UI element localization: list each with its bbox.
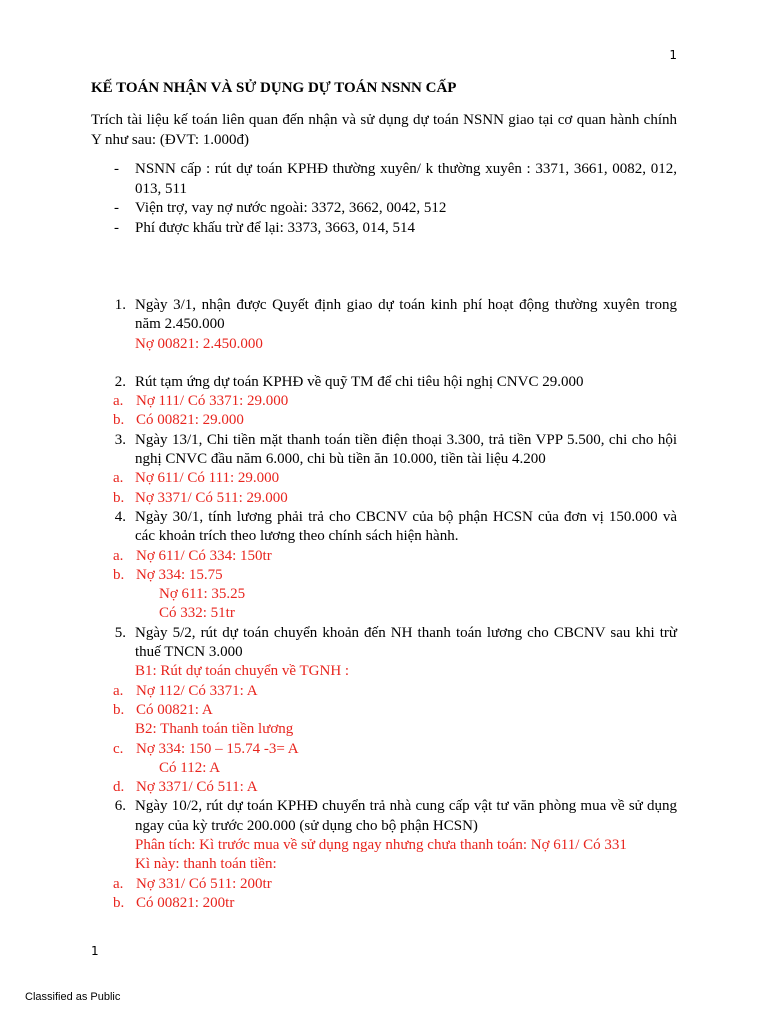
- transaction-list: [91, 296, 677, 913]
- item-text: Ngày 13/1, Chi tiền mặt thanh toán tiền điện thoại 3.300, trả tiền VPP 5.500, chi cho hội nghị CNVC đầu năm 6.000, chi bù tiền ăn 10.000, tiền tài liệu 4.200: [135, 431, 677, 468]
- entry-text: Nợ 334: 150 – 15.74 -3= A: [136, 740, 299, 757]
- item-text: Ngày 10/2, rút dự toán KPHĐ chuyển trả nhà cung cấp vật tư văn phòng mua về sử dụng ngay của kỳ trước 200.000 (sử dụng cho bộ phận HCSN): [135, 798, 677, 834]
- journal-entry: [91, 547, 677, 566]
- entry-text: Nợ 611/ Có 111: 29.000: [135, 470, 280, 487]
- intro-paragraph: Trích tài liệu kế toán liên quan đến nhận và sử dụng dự toán NSNN giao tại cơ quan hành chính Y như sau: (ĐVT: 1.000đ): [91, 112, 677, 148]
- entry-marker: a.: [113, 547, 124, 564]
- item-text: Rút tạm ứng dự toán KPHĐ về quỹ TM để chi tiêu hội nghị CNVC 29.000: [135, 373, 584, 390]
- journal-entry: [91, 740, 677, 759]
- entry-marker: b.: [113, 701, 125, 718]
- entry-text: Có 00821: 29.000: [136, 412, 244, 429]
- entry-marker: a.: [113, 393, 124, 410]
- journal-entry: [91, 489, 677, 508]
- entry-text: Nợ 112/ Có 3371: A: [136, 682, 258, 699]
- journal-entry: [91, 894, 677, 913]
- journal-entry: [91, 682, 677, 701]
- journal-entry: [91, 875, 677, 894]
- entry-marker: b.: [113, 566, 125, 583]
- entry-text: Nợ 3371/ Có 511: A: [136, 779, 258, 796]
- document-title: KẾ TOÁN NHẬN VÀ SỬ DỤNG DỰ TOÁN NSNN CẤP: [91, 80, 457, 96]
- list-item-text: Viện trợ, vay nợ nước ngoài: 3372, 3662, 0042, 512: [135, 200, 447, 216]
- transaction-2: [91, 373, 677, 392]
- list-item-text: NSNN cấp : rút dự toán KPHĐ thường xuyên/ k thường xuyên : 3371, 3661, 0082, 012, 013, 511: [135, 161, 677, 197]
- item-number: 6.: [114, 798, 126, 815]
- item-text: Ngày 30/1, tính lương phải trả cho CBCNV của bộ phận HCSN của đơn vị 150.000 và các khoản trích theo lương theo chính sách hiện hành.: [135, 508, 677, 545]
- list-item-text: Phí được khấu trừ để lại: 3373, 3663, 014, 514: [135, 219, 415, 236]
- transaction-3: [91, 431, 677, 470]
- entry-text: Nợ 334: 15.75: [136, 566, 223, 583]
- dash-bullet: -: [114, 200, 119, 216]
- entry-text: Nợ 331/ Có 511: 200tr: [136, 875, 272, 892]
- transaction-6: [91, 797, 677, 836]
- journal-entry-line: Có 112: A: [159, 759, 221, 776]
- item-number: 5.: [114, 624, 126, 641]
- dash-bullet: -: [114, 161, 119, 177]
- list-item: [91, 160, 677, 199]
- entry-text: Có 00821: A: [136, 701, 213, 718]
- entry-marker: d.: [113, 779, 125, 796]
- item-number: 1.: [114, 297, 126, 313]
- step-heading: B1: Rút dự toán chuyển về TGNH :: [135, 663, 350, 680]
- item-text: Ngày 3/1, nhận được Quyết định giao dự toán kinh phí hoạt động thường xuyên trong năm 2.450.000: [135, 297, 677, 333]
- entry-marker: b.: [113, 894, 125, 911]
- entry-text: Nợ 111/ Có 3371: 29.000: [136, 393, 289, 410]
- entry-marker: c.: [113, 740, 124, 757]
- step-heading: B2: Thanh toán tiền lương: [135, 721, 294, 738]
- list-item: [91, 219, 677, 239]
- analysis-note: Phân tích: Kì trước mua về sử dụng ngay nhưng chưa thanh toán: Nợ 611/ Có 331: [135, 837, 627, 854]
- journal-entry: [91, 392, 677, 411]
- dash-bullet: -: [114, 219, 119, 236]
- page-number-bottom: 1: [91, 944, 99, 958]
- spacer: [91, 354, 677, 373]
- page-number-top: 1: [669, 48, 677, 62]
- entry-text: Có 00821: 200tr: [136, 894, 235, 911]
- transaction-4: [91, 508, 677, 547]
- entry-marker: a.: [113, 682, 124, 699]
- journal-entry: [91, 566, 677, 585]
- item-text: Ngày 5/2, rút dự toán chuyển khoản đến NH thanh toán lương cho CBCNV sau khi trừ thuế TNCN 3.000: [135, 624, 677, 661]
- journal-entry-line: Có 332: 51tr: [159, 605, 235, 622]
- journal-entry: [91, 469, 677, 488]
- transaction-5: [91, 624, 677, 663]
- journal-entry: [91, 778, 677, 797]
- journal-entry-line: Nợ 611: 35.25: [159, 586, 246, 603]
- classification-label: Classified as Public: [25, 991, 121, 1003]
- journal-entry: Nợ 00821: 2.450.000: [135, 335, 263, 352]
- entry-marker: b.: [113, 489, 125, 506]
- journal-entry: [91, 411, 677, 430]
- entry-marker: a.: [113, 470, 124, 487]
- entry-marker: a.: [113, 875, 124, 892]
- journal-entry: [91, 701, 677, 720]
- transaction-1: [91, 296, 677, 335]
- entry-text: Nợ 3371/ Có 511: 29.000: [135, 489, 288, 506]
- item-number: 2.: [114, 373, 126, 390]
- entry-marker: b.: [113, 412, 125, 429]
- entry-text: Nợ 611/ Có 334: 150tr: [136, 547, 272, 564]
- list-item: [91, 199, 677, 219]
- item-number: 3.: [114, 431, 126, 448]
- account-dash-list: [91, 160, 677, 238]
- item-number: 4.: [114, 508, 126, 525]
- step-heading: Kì này: thanh toán tiền:: [135, 856, 277, 873]
